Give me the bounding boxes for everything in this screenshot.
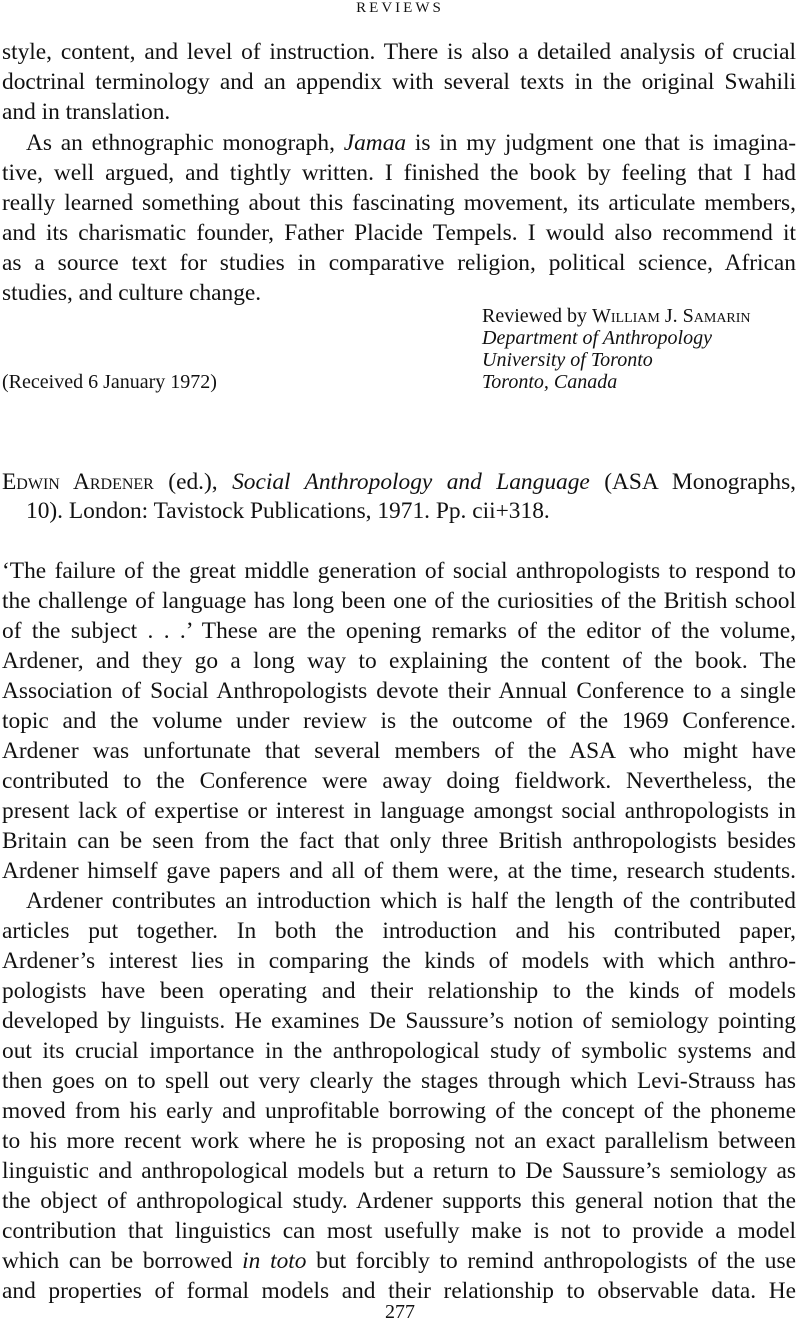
text-line: and its charismatic founder, Father Placide Tempels. I would also recommend it bbox=[2, 220, 796, 246]
text-line: studies, and culture change. bbox=[2, 280, 262, 306]
text-line: Ardener’s interest lies in comparing the kinds of models with which anthro- bbox=[2, 948, 796, 974]
text-line: tive, well argued, and tightly written. I finished the book by feeling that I had bbox=[2, 160, 796, 186]
text-line: developed by linguists. He examines De Saussure’s notion of semiology pointing bbox=[2, 1008, 796, 1034]
text-line: really learned something about this fascinating movement, its articulate members, bbox=[2, 190, 796, 216]
citation-line: Edwin Ardener (ed.), Social Anthropology and Language (ASA Monographs, bbox=[2, 469, 797, 495]
citation-title: Social Anthropology and Language bbox=[232, 469, 590, 495]
text-line: then goes on to spell out very clearly the stages through which Levi-Strauss has bbox=[2, 1068, 796, 1094]
text-line: as a source text for studies in comparative religion, political science, African bbox=[2, 250, 796, 276]
reviewer-signature: Reviewed by William J. Samarin bbox=[482, 305, 751, 327]
text-line: contributed to the Conference were away doing fieldwork. Nevertheless, the bbox=[2, 768, 796, 794]
running-head: REVIEWS bbox=[356, 0, 444, 16]
citation-author: Edwin Ardener bbox=[2, 469, 154, 495]
page-number: 277 bbox=[385, 1301, 415, 1323]
text-line: Britain can be seen from the fact that only three British anthropologists besides bbox=[2, 828, 796, 854]
citation-line: 10). London: Tavistock Publications, 1971. Pp. cii+318. bbox=[26, 498, 550, 524]
text-line: As an ethnographic monograph, Jamaa is in my judgment one that is imagina- bbox=[26, 130, 797, 156]
text-line: to his more recent work where he is proposing not an exact parallelism between bbox=[2, 1128, 796, 1154]
received-date: (Received 6 January 1972) bbox=[2, 371, 217, 393]
text-line: the object of anthropological study. Ardener supports this general notion that the bbox=[2, 1188, 796, 1214]
reviewer-location: Toronto, Canada bbox=[482, 371, 618, 393]
text-line: topic and the volume under review is the outcome of the 1969 Conference. bbox=[2, 708, 796, 734]
text-line: out its crucial importance in the anthropological study of symbolic systems and bbox=[2, 1038, 796, 1064]
text-line: Association of Social Anthropologists devote their Annual Conference to a single bbox=[2, 678, 796, 704]
text-line: Ardener, and they go a long way to explaining the content of the book. The bbox=[2, 648, 796, 674]
text-line: present lack of expertise or interest in language amongst social anthropologists in bbox=[2, 798, 796, 824]
text-line: linguistic and anthropological models but a return to De Saussure’s semiology as bbox=[2, 1158, 796, 1184]
text-line: contribution that linguistics can most usefully make is not to provide a model bbox=[2, 1218, 796, 1244]
text-line: the challenge of language has long been one of the curiosities of the British school bbox=[2, 588, 796, 614]
text-line: doctrinal terminology and an appendix with several texts in the original Swahili bbox=[2, 69, 796, 95]
text-line: pologists have been operating and their relationship to the kinds of models bbox=[2, 978, 796, 1004]
text-line: Ardener contributes an introduction which is half the length of the contributed bbox=[26, 888, 796, 914]
text-line: Ardener was unfortunate that several members of the ASA who might have bbox=[2, 738, 796, 764]
text-line: which can be borrowed in toto but forcibly to remind anthropologists of the use bbox=[2, 1248, 796, 1274]
text-line: ‘The failure of the great middle generation of social anthropologists to respond to bbox=[2, 558, 796, 584]
text-line: Ardener himself gave papers and all of them were, at the time, research students. bbox=[2, 858, 796, 884]
book-title-jamaa: Jamaa bbox=[343, 130, 407, 156]
text-line: of the subject . . .’ These are the opening remarks of the editor of the volume, bbox=[2, 618, 796, 644]
text-line: and properties of formal models and their relationship to observable data. He bbox=[2, 1278, 796, 1304]
text-line: articles put together. In both the introduction and his contributed paper, bbox=[2, 918, 796, 944]
text-line: style, content, and level of instruction. There is also a detailed analysis of crucial bbox=[2, 39, 796, 65]
text-line: and in translation. bbox=[2, 99, 171, 125]
reviewer-university: University of Toronto bbox=[482, 349, 653, 371]
text-line: moved from his early and unprofitable borrowing of the concept of the phoneme bbox=[2, 1098, 796, 1124]
reviewer-department: Department of Anthropology bbox=[482, 327, 712, 349]
